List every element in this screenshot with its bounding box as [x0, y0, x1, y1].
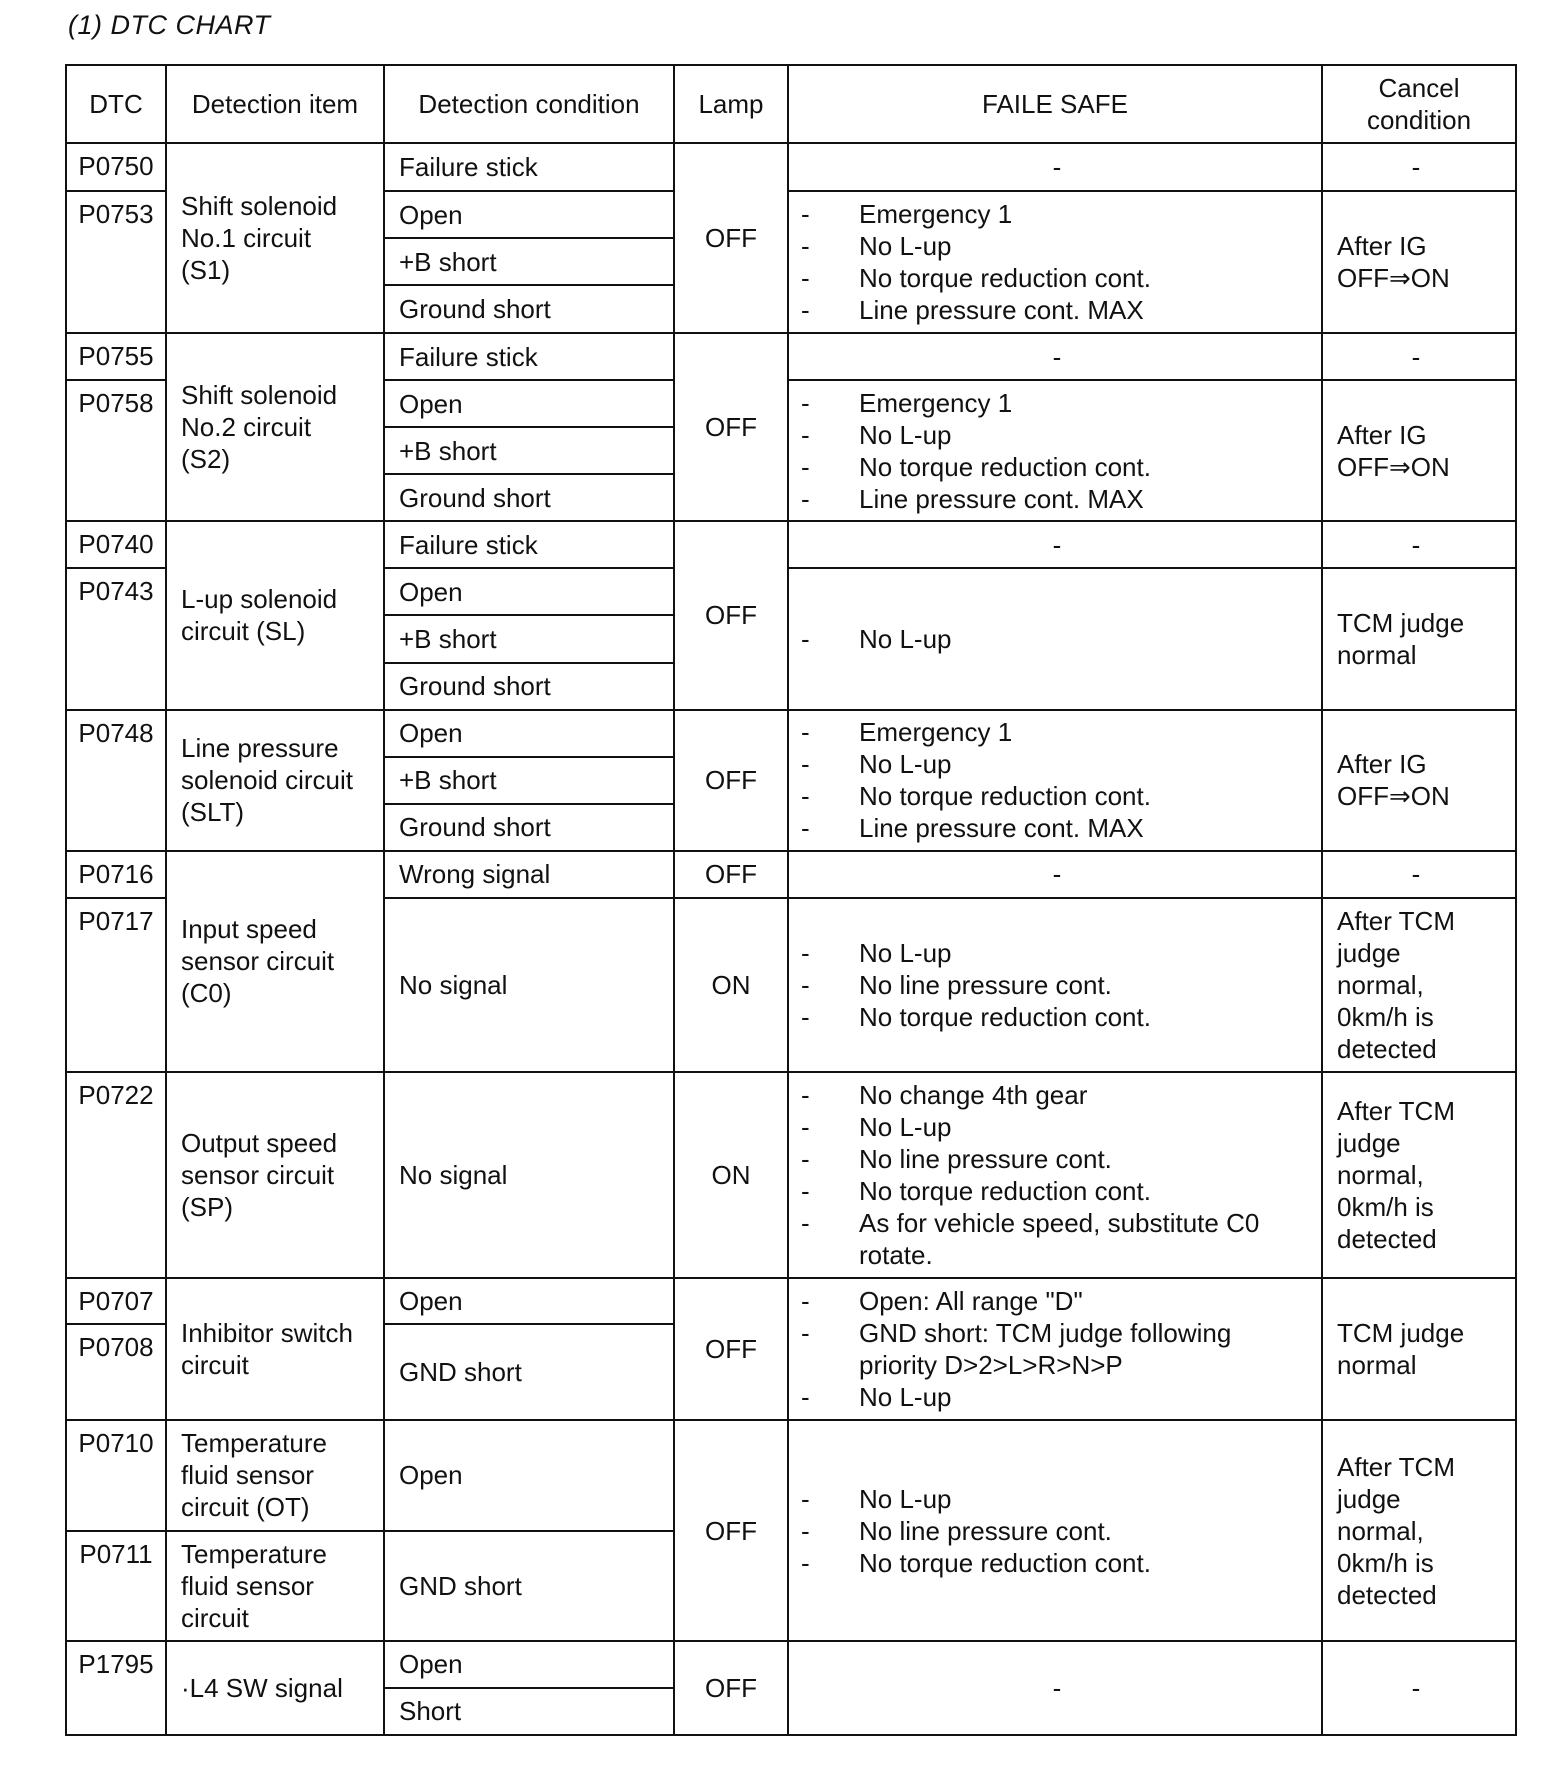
lamp-status: OFF — [674, 333, 788, 521]
fail-safe — [788, 568, 1322, 709]
fail-safe — [788, 380, 1322, 521]
detection-condition: Ground short — [384, 285, 674, 333]
fail-safe-item: - Line pressure cont. MAX — [801, 483, 1313, 515]
detection-item: Temperature fluid sensor circuit (OT) — [166, 1420, 384, 1530]
cancel-condition: - — [1322, 143, 1516, 191]
cancel-condition: After TCM judge normal, 0km/h is detected — [1322, 1072, 1516, 1278]
fail-safe-item: - No L-up — [801, 1111, 1313, 1143]
table-row — [66, 333, 1516, 380]
detection-condition: Open — [384, 191, 674, 238]
fail-safe-item: - As for vehicle speed, substitute C0 rotate. — [801, 1207, 1313, 1271]
fail-safe-item: - No line pressure cont. — [801, 1515, 1313, 1547]
table-row — [66, 143, 1516, 191]
fail-safe: - — [788, 143, 1322, 191]
dtc-code: P0708 — [66, 1324, 166, 1420]
detection-condition: Wrong signal — [384, 851, 674, 898]
table-row — [66, 1278, 1516, 1324]
fail-safe-item: - No torque reduction cont. — [801, 1175, 1313, 1207]
detection-condition: +B short — [384, 757, 674, 804]
fail-safe-item: - GND short: TCM judge following priority D>2>L>R>N>P — [801, 1317, 1313, 1381]
dtc-code: P0748 — [66, 710, 166, 851]
detection-item: L-up solenoid circuit (SL) — [166, 521, 384, 709]
cancel-condition: After IG OFF⇒ON — [1322, 191, 1516, 333]
fail-safe: - — [788, 1641, 1322, 1735]
detection-condition: Open — [384, 710, 674, 757]
fail-safe-item: - No torque reduction cont. — [801, 1001, 1313, 1033]
detection-condition: +B short — [384, 427, 674, 474]
fail-safe-item: - No L-up — [801, 1381, 1313, 1413]
lamp-status: ON — [674, 898, 788, 1072]
detection-condition: Failure stick — [384, 143, 674, 191]
lamp-status: OFF — [674, 1420, 788, 1640]
cancel-condition: After IG OFF⇒ON — [1322, 710, 1516, 851]
cancel-condition: After TCM judge normal, 0km/h is detected — [1322, 1420, 1516, 1640]
fail-safe-item: - No torque reduction cont. — [801, 451, 1313, 483]
table-row — [66, 1072, 1516, 1278]
detection-item: ·L4 SW signal — [166, 1641, 384, 1735]
detection-item: Shift solenoid No.1 circuit (S1) — [166, 143, 384, 333]
detection-condition: Open — [384, 1641, 674, 1688]
fail-safe-item: - No line pressure cont. — [801, 969, 1313, 1001]
header-detection-condition: Detection condition — [384, 65, 674, 143]
detection-condition: Open — [384, 568, 674, 615]
detection-condition: Short — [384, 1688, 674, 1735]
cancel-condition: After TCM judge normal, 0km/h is detected — [1322, 898, 1516, 1072]
cancel-condition: After IG OFF⇒ON — [1322, 380, 1516, 521]
table-row — [66, 1420, 1516, 1530]
dtc-code: P0711 — [66, 1531, 166, 1641]
detection-condition: Open — [384, 1278, 674, 1324]
detection-condition: GND short — [384, 1531, 674, 1641]
detection-condition: GND short — [384, 1324, 674, 1420]
fail-safe-item: - Emergency 1 — [801, 716, 1313, 748]
dtc-code: P0717 — [66, 898, 166, 1072]
detection-item: Input speed sensor circuit (C0) — [166, 851, 384, 1072]
fail-safe-item: - No L-up — [801, 1483, 1313, 1515]
dtc-code: P0716 — [66, 851, 166, 898]
dtc-code: P0707 — [66, 1278, 166, 1324]
detection-condition: Ground short — [384, 663, 674, 710]
lamp-status: OFF — [674, 1278, 788, 1420]
detection-condition: +B short — [384, 238, 674, 285]
fail-safe-item: - Line pressure cont. MAX — [801, 812, 1313, 844]
detection-condition: +B short — [384, 615, 674, 662]
cancel-condition: TCM judge normal — [1322, 568, 1516, 709]
header-fail-safe: FAILE SAFE — [788, 65, 1322, 143]
dtc-code: P0743 — [66, 568, 166, 709]
detection-condition: Open — [384, 1420, 674, 1530]
detection-item: Line pressure solenoid circuit (SLT) — [166, 710, 384, 851]
dtc-code: P0740 — [66, 521, 166, 568]
fail-safe-item: - No L-up — [801, 230, 1313, 262]
fail-safe — [788, 1072, 1322, 1278]
dtc-code: P0710 — [66, 1420, 166, 1530]
fail-safe — [788, 710, 1322, 851]
detection-condition: Open — [384, 380, 674, 427]
fail-safe-item: - No L-up — [801, 937, 1313, 969]
dtc-code: P0755 — [66, 333, 166, 380]
header-dtc: DTC — [66, 65, 166, 143]
table-row — [66, 851, 1516, 898]
cancel-condition: TCM judge normal — [1322, 1278, 1516, 1420]
detection-item: Output speed sensor circuit (SP) — [166, 1072, 384, 1278]
fail-safe-item: - Line pressure cont. MAX — [801, 294, 1313, 326]
fail-safe-item: - Emergency 1 — [801, 198, 1313, 230]
header-cancel-condition: Cancel condition — [1322, 65, 1516, 143]
fail-safe-item: - No torque reduction cont. — [801, 262, 1313, 294]
header-row — [66, 65, 1516, 143]
chart-title: (1) DTC CHART — [68, 10, 271, 40]
fail-safe: - — [788, 333, 1322, 380]
detection-item: Temperature fluid sensor circuit — [166, 1531, 384, 1641]
fail-safe-item: - No line pressure cont. — [801, 1143, 1313, 1175]
fail-safe-item: - Open: All range "D" — [801, 1285, 1313, 1317]
lamp-status: OFF — [674, 851, 788, 898]
table-row — [66, 1641, 1516, 1688]
dtc-code: P0722 — [66, 1072, 166, 1278]
fail-safe-item: - No L-up — [801, 748, 1313, 780]
header-detection-item: Detection item — [166, 65, 384, 143]
lamp-status: OFF — [674, 521, 788, 709]
table-row — [66, 710, 1516, 757]
fail-safe-item: - No L-up — [801, 419, 1313, 451]
cancel-condition: - — [1322, 1641, 1516, 1735]
fail-safe — [788, 898, 1322, 1072]
header-lamp: Lamp — [674, 65, 788, 143]
dtc-code: P0758 — [66, 380, 166, 521]
lamp-status: OFF — [674, 1641, 788, 1735]
fail-safe — [788, 1420, 1322, 1640]
cancel-condition: - — [1322, 521, 1516, 568]
lamp-status: OFF — [674, 710, 788, 851]
lamp-status: ON — [674, 1072, 788, 1278]
fail-safe-item: - No torque reduction cont. — [801, 780, 1313, 812]
fail-safe-item: - No torque reduction cont. — [801, 1547, 1313, 1579]
fail-safe-item: - Emergency 1 — [801, 387, 1313, 419]
detection-condition: Failure stick — [384, 521, 674, 568]
detection-item: Shift solenoid No.2 circuit (S2) — [166, 333, 384, 521]
cancel-condition: - — [1322, 851, 1516, 898]
dtc-chart-table — [65, 64, 1517, 1736]
dtc-code: P0753 — [66, 191, 166, 333]
fail-safe: - — [788, 851, 1322, 898]
detection-condition: No signal — [384, 1072, 674, 1278]
detection-condition: Failure stick — [384, 333, 674, 380]
detection-condition: Ground short — [384, 474, 674, 521]
detection-condition: Ground short — [384, 804, 674, 851]
fail-safe — [788, 1278, 1322, 1420]
dtc-code: P0750 — [66, 143, 166, 191]
fail-safe-item: - No change 4th gear — [801, 1079, 1313, 1111]
fail-safe: - — [788, 521, 1322, 568]
fail-safe-item: - No L-up — [801, 623, 1313, 655]
dtc-code: P1795 — [66, 1641, 166, 1735]
cancel-condition: - — [1322, 333, 1516, 380]
detection-condition: No signal — [384, 898, 674, 1072]
lamp-status: OFF — [674, 143, 788, 333]
fail-safe — [788, 191, 1322, 333]
table-row — [66, 521, 1516, 568]
detection-item: Inhibitor switch circuit — [166, 1278, 384, 1420]
